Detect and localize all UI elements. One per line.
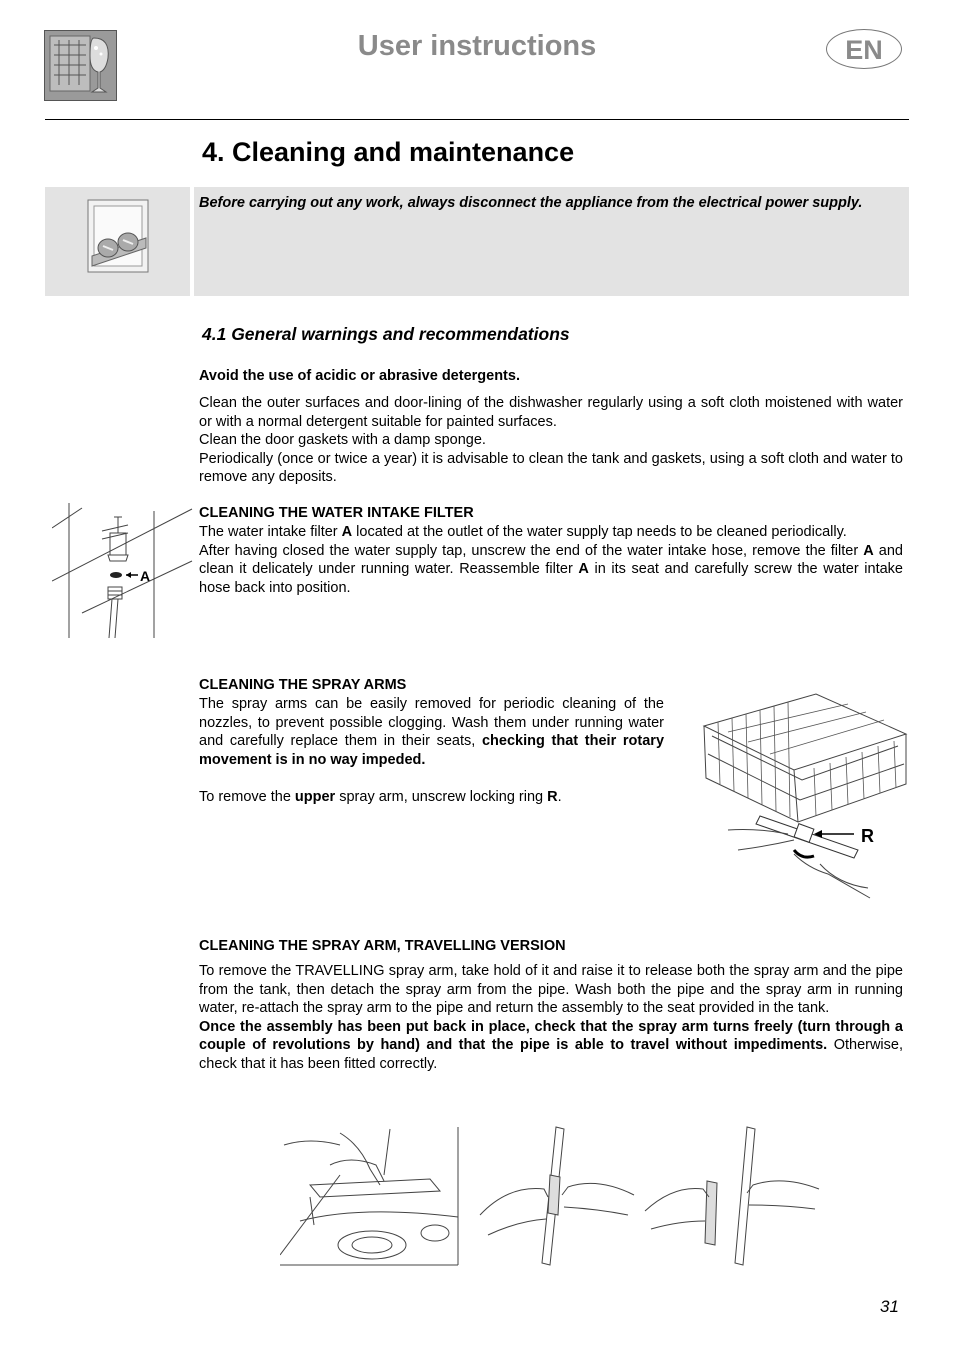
paragraph: Clean the outer surfaces and door-lining of the dishwasher regularly using a soft cloth moistened with water or with a normal detergent suitable for painted surfaces.	[199, 395, 903, 430]
water-intake-filter-figure	[52, 503, 197, 643]
filter-text	[199, 523, 903, 597]
paragraph: Periodically (once or twice a year) it is advisable to clean the tank and gaskets, using a soft cloth and water to remove any deposits.	[199, 450, 903, 486]
upper-spray-arm-figure	[698, 688, 910, 903]
travelling-title: CLEANING THE SPRAY ARM, TRAVELLING VERSION	[199, 938, 566, 954]
filter-figure-label: A	[140, 568, 151, 584]
travelling-arm-detach-figure	[478, 1125, 636, 1270]
paragraph: To remove the TRAVELLING spray arm, take hold of it and raise it to release both the spray arm and the pipe from the tank, then detach the spray arm from the pipe. Wash both the pipe and the spray arm in running water, re-attach the spray arm to the pipe and return the assembly to the seat provided in the tank.	[199, 963, 903, 1017]
paragraph: Clean the door gaskets with a damp sponge.	[199, 432, 486, 449]
travelling-text	[199, 962, 903, 1074]
section-title: 4. Cleaning and maintenance	[202, 137, 575, 167]
general-text	[199, 394, 903, 487]
paragraph: The water intake filter A located at the outlet of the water supply tap needs to be cleaned periodically.	[199, 524, 847, 540]
spray-figure-label: R	[861, 826, 874, 846]
filter-title: CLEANING THE WATER INTAKE FILTER	[199, 505, 474, 521]
header-divider	[45, 119, 909, 120]
warning-box-divider	[190, 187, 194, 296]
paragraph: After having closed the water supply tap, unscrew the end of the water intake hose, remove the filter A and clean it delicately under running water. Reassemble filter A in its seat and carefully screw the water intake hose back into position.	[199, 542, 903, 596]
power-switch-icon	[86, 198, 152, 274]
warning-text: Before carrying out any work, always disconnect the appliance from the electrical power supply.	[199, 195, 863, 211]
page-number: 31	[880, 1297, 899, 1316]
paragraph: To remove the upper spray arm, unscrew locking ring R.	[199, 788, 562, 805]
detergent-warning: Avoid the use of acidic or abrasive detergents.	[199, 368, 520, 384]
language-badge: EN	[826, 29, 902, 69]
header-title: User instructions	[357, 30, 597, 62]
travelling-arm-removal-figure	[280, 1125, 463, 1270]
subsection-title: 4.1 General warnings and recommendations	[202, 324, 570, 344]
paragraph: The spray arms can be easily removed for periodic cleaning of the nozzles, to prevent possible clogging. Wash them under running water and carefully replace them in their seats, checking that their rotary movement is in no way impeded.	[199, 696, 665, 768]
paragraph: Once the assembly has been put back in place, check that the spray arm turns freely (turn through a couple of revolutions by hand) and that the pipe is able to travel without impediments. Otherwise, check that it has been fitted correctly.	[199, 1018, 903, 1072]
travelling-arm-refit-figure	[643, 1125, 821, 1270]
spray-arms-title: CLEANING THE SPRAY ARMS	[199, 677, 407, 693]
spray-arms-text	[199, 695, 664, 807]
